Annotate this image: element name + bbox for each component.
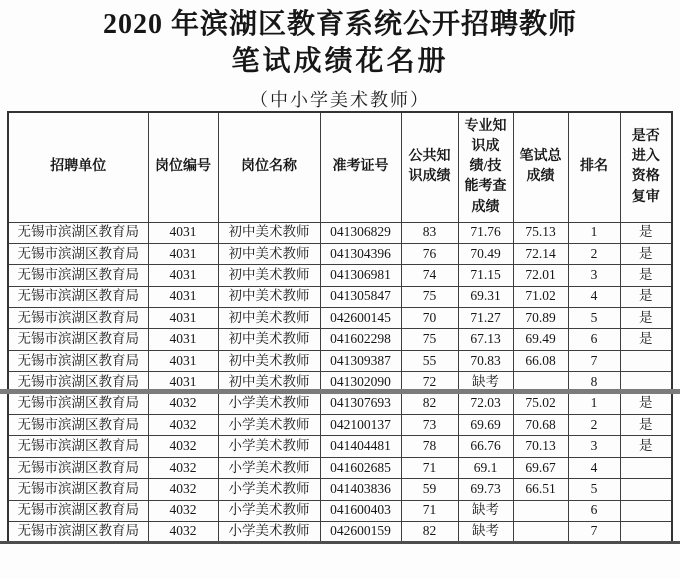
- table-cell: 70.13: [513, 436, 568, 457]
- table-cell: 73: [401, 415, 458, 436]
- table-cell: 小学美术教师: [218, 393, 320, 414]
- column-header-6: 专业知识成绩/技能考查成绩: [458, 112, 513, 222]
- table-cell: 4031: [148, 308, 218, 329]
- table-cell: 4032: [148, 393, 218, 414]
- table-row: [8, 415, 672, 436]
- table-cell: 是: [620, 243, 672, 264]
- table-cell: 8: [568, 372, 620, 393]
- column-header-2: 岗位编号: [148, 112, 218, 222]
- table-cell: 无锡市滨湖区教育局: [8, 393, 148, 414]
- table-cell: [620, 521, 672, 542]
- table-cell: 72: [401, 372, 458, 393]
- table-cell: 小学美术教师: [218, 500, 320, 521]
- table-cell: 4031: [148, 286, 218, 307]
- table-cell: 041302090: [320, 372, 401, 393]
- table-cell: 041404481: [320, 436, 401, 457]
- table-cell: 70.68: [513, 415, 568, 436]
- table-cell: 无锡市滨湖区教育局: [8, 457, 148, 478]
- table-cell: 小学美术教师: [218, 436, 320, 457]
- table-cell: 71.27: [458, 308, 513, 329]
- table-cell: [620, 457, 672, 478]
- table-cell: 3: [568, 436, 620, 457]
- table-header: [8, 112, 672, 222]
- table-cell: 66.08: [513, 350, 568, 371]
- table-cell: 69.69: [458, 415, 513, 436]
- table-cell: 82: [401, 393, 458, 414]
- table-cell: 71: [401, 457, 458, 478]
- table-cell: 无锡市滨湖区教育局: [8, 415, 148, 436]
- table-cell: 72.14: [513, 243, 568, 264]
- table-cell: 71.76: [458, 222, 513, 243]
- table-cell: 71: [401, 500, 458, 521]
- page-subtitle: （中小学美术教师）: [250, 90, 430, 110]
- table-cell: 1: [568, 222, 620, 243]
- table-cell: 4: [568, 457, 620, 478]
- table-cell: 041602685: [320, 457, 401, 478]
- table-cell: 70.89: [513, 308, 568, 329]
- table-cell: 041307693: [320, 393, 401, 414]
- table-cell: 042100137: [320, 415, 401, 436]
- table-cell: 小学美术教师: [218, 457, 320, 478]
- table-cell: 初中美术教师: [218, 222, 320, 243]
- table-cell: 70.49: [458, 243, 513, 264]
- table-cell: 75.02: [513, 393, 568, 414]
- group-divider-line: [0, 389, 680, 394]
- table-row: [8, 329, 672, 350]
- table-cell: 74: [401, 265, 458, 286]
- table-row: [8, 265, 672, 286]
- table-cell: 4031: [148, 265, 218, 286]
- table-cell: 69.73: [458, 479, 513, 500]
- table-cell: 71.15: [458, 265, 513, 286]
- table-row: [8, 350, 672, 371]
- table-cell: 041306981: [320, 265, 401, 286]
- table-cell: 041602298: [320, 329, 401, 350]
- table-cell: 4031: [148, 243, 218, 264]
- table-cell: 无锡市滨湖区教育局: [8, 436, 148, 457]
- table-cell: 041306829: [320, 222, 401, 243]
- table-cell: 83: [401, 222, 458, 243]
- table-cell: 4032: [148, 521, 218, 542]
- table-cell: 041304396: [320, 243, 401, 264]
- table-cell: 041305847: [320, 286, 401, 307]
- column-header-7: 笔试总成绩: [513, 112, 568, 222]
- table-row: [8, 286, 672, 307]
- table-cell: 70: [401, 308, 458, 329]
- table-cell: 无锡市滨湖区教育局: [8, 521, 148, 542]
- table-cell: 6: [568, 329, 620, 350]
- table-cell: 4031: [148, 372, 218, 393]
- table-cell: 小学美术教师: [218, 415, 320, 436]
- table-cell: 72.03: [458, 393, 513, 414]
- column-header-3: 岗位名称: [218, 112, 320, 222]
- page-title-line2: 笔试成绩花名册: [231, 46, 449, 77]
- table-cell: 小学美术教师: [218, 479, 320, 500]
- table-cell: 5: [568, 479, 620, 500]
- table-cell: 76: [401, 243, 458, 264]
- table-cell: 缺考: [458, 521, 513, 542]
- table-cell: 初中美术教师: [218, 350, 320, 371]
- table-cell: 6: [568, 500, 620, 521]
- table-cell: 1: [568, 393, 620, 414]
- table-cell: 69.49: [513, 329, 568, 350]
- table-cell: 042600145: [320, 308, 401, 329]
- table-cell: 初中美术教师: [218, 372, 320, 393]
- table-cell: 69.67: [513, 457, 568, 478]
- table-cell: 无锡市滨湖区教育局: [8, 372, 148, 393]
- table-cell: 70.83: [458, 350, 513, 371]
- table-cell: [513, 500, 568, 521]
- table-cell: 缺考: [458, 372, 513, 393]
- table-cell: 无锡市滨湖区教育局: [8, 265, 148, 286]
- table-cell: 7: [568, 521, 620, 542]
- score-roster-table: [7, 111, 673, 544]
- table-cell: 是: [620, 222, 672, 243]
- table-cell: 4031: [148, 329, 218, 350]
- page-title-line1: 2020 年滨湖区教育系统公开招聘教师: [102, 9, 577, 40]
- table-row: [8, 243, 672, 264]
- table-cell: 041600403: [320, 500, 401, 521]
- table-row: [8, 436, 672, 457]
- table-cell: [513, 521, 568, 542]
- table-cell: 4032: [148, 457, 218, 478]
- table-cell: 初中美术教师: [218, 308, 320, 329]
- table-cell: 2: [568, 415, 620, 436]
- column-header-5: 公共知识成绩: [401, 112, 458, 222]
- table-cell: 是: [620, 308, 672, 329]
- table-cell: 无锡市滨湖区教育局: [8, 329, 148, 350]
- table-cell: 82: [401, 521, 458, 542]
- table-cell: 是: [620, 265, 672, 286]
- table-cell: 67.13: [458, 329, 513, 350]
- table-cell: 4: [568, 286, 620, 307]
- table-body: [8, 222, 672, 543]
- table-cell: 4032: [148, 500, 218, 521]
- table-cell: [620, 479, 672, 500]
- table-cell: 69.1: [458, 457, 513, 478]
- column-header-4: 准考证号: [320, 112, 401, 222]
- table-cell: 无锡市滨湖区教育局: [8, 308, 148, 329]
- table-cell: 75: [401, 286, 458, 307]
- column-header-8: 排名: [568, 112, 620, 222]
- table-cell: 66.76: [458, 436, 513, 457]
- table-cell: 4032: [148, 436, 218, 457]
- table-cell: 4031: [148, 350, 218, 371]
- table-cell: 75: [401, 329, 458, 350]
- table-cell: 66.51: [513, 479, 568, 500]
- table-row: [8, 521, 672, 542]
- table-cell: [620, 350, 672, 371]
- table-cell: 初中美术教师: [218, 265, 320, 286]
- table-cell: 7: [568, 350, 620, 371]
- table-cell: 是: [620, 415, 672, 436]
- table-cell: 78: [401, 436, 458, 457]
- table-header-row: [8, 112, 672, 222]
- table-row: [8, 500, 672, 521]
- table-cell: 是: [620, 286, 672, 307]
- table-row: [8, 222, 672, 243]
- table-row: [8, 308, 672, 329]
- table-cell: 041403836: [320, 479, 401, 500]
- table-cell: 3: [568, 265, 620, 286]
- table-cell: 71.02: [513, 286, 568, 307]
- table-cell: 042600159: [320, 521, 401, 542]
- table-bottom-line: [0, 541, 680, 544]
- table-row: [8, 457, 672, 478]
- table-row: [8, 393, 672, 414]
- table-cell: 4032: [148, 479, 218, 500]
- table-cell: 无锡市滨湖区教育局: [8, 286, 148, 307]
- column-header-9: 是否进入资格复审: [620, 112, 672, 222]
- table-cell: 4031: [148, 222, 218, 243]
- table-cell: 无锡市滨湖区教育局: [8, 350, 148, 371]
- table-row: [8, 479, 672, 500]
- table-cell: 5: [568, 308, 620, 329]
- table-cell: 是: [620, 436, 672, 457]
- table-cell: 是: [620, 329, 672, 350]
- table-cell: 041309387: [320, 350, 401, 371]
- table-cell: 2: [568, 243, 620, 264]
- table-cell: 无锡市滨湖区教育局: [8, 479, 148, 500]
- table-cell: 无锡市滨湖区教育局: [8, 222, 148, 243]
- column-header-1: 招聘单位: [8, 112, 148, 222]
- table-cell: 缺考: [458, 500, 513, 521]
- table-cell: 是: [620, 393, 672, 414]
- table-cell: 59: [401, 479, 458, 500]
- table-cell: 初中美术教师: [218, 243, 320, 264]
- table-cell: 初中美术教师: [218, 286, 320, 307]
- table-cell: [620, 500, 672, 521]
- table-cell: 无锡市滨湖区教育局: [8, 500, 148, 521]
- table-cell: 无锡市滨湖区教育局: [8, 243, 148, 264]
- table-cell: 75.13: [513, 222, 568, 243]
- table-cell: 69.31: [458, 286, 513, 307]
- table-cell: 72.01: [513, 265, 568, 286]
- table-cell: 初中美术教师: [218, 329, 320, 350]
- table-cell: 4032: [148, 415, 218, 436]
- table-cell: 小学美术教师: [218, 521, 320, 542]
- table-cell: 55: [401, 350, 458, 371]
